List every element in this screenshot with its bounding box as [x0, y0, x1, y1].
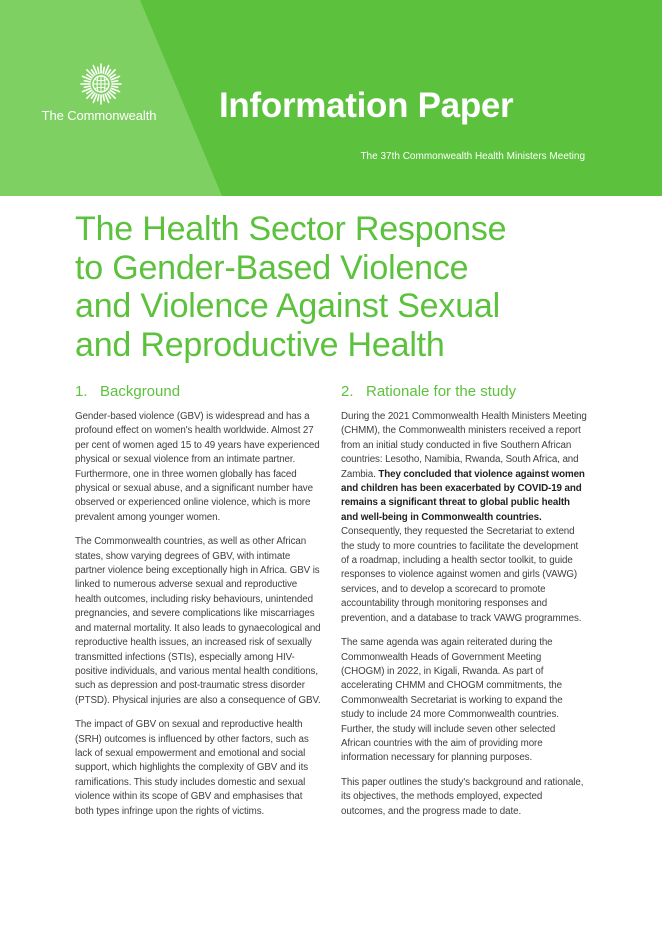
logo-ray [112, 86, 118, 87]
section-number: 1. [75, 383, 88, 400]
logo-ray [103, 67, 104, 73]
logo-ray [98, 95, 99, 101]
paragraph-text: During the 2021 Commonwealth Health Ministers Meeting (CHMM), the Commonwealth ministers received a report from an initial study conducted in five Southern African countries: Lesotho, Namibia, Rwanda, South Africa, and Zambia. [341, 411, 587, 480]
title-line: The Health Sector Response [75, 210, 507, 248]
commonwealth-globe-icon [79, 62, 123, 106]
section-rationale [341, 383, 587, 829]
paragraph: The same agenda was again reiterated during the Commonwealth Heads of Government Meeting (CHOGM) in 2022, in Kigali, Rwanda. As part of accelerating CHMM and CHOGM commitments, the Commonwealth Secretariat is working to expand the study to include 24 more Commonwealth countries. Further, the study will include seven other selected African countries with the aim of providing more information necessary for planning purposes. [341, 637, 563, 764]
paragraph [341, 410, 587, 626]
logo-ray [98, 67, 99, 73]
paragraph: The Commonwealth countries, as well as other African states, show varying degrees of GBV, with intimate partner violence being exceptionally high in Africa. GBV is linked to numerous adverse sexual and reproductive health outcomes, including risky behaviours, unintended pregnancies, and severe complications like miscarriages and maternal mortality. It also leads to gynaecological and reproductive health issues, an increased risk of sexually transmitted infections (STIs), especially among HIV-positive individuals, and various mental health conditions, such as depression and post-traumatic stress disorder (PTSD). Physical injuries are also a consequence of GBV. [75, 536, 321, 706]
meeting-name: The 37th Commonwealth Health Ministers Meeting [360, 151, 585, 162]
logo-ray [84, 81, 90, 82]
paragraph-emphasis: They concluded that violence against women and children has been exacerbated by COVID-19 and remains a significant threat to global public health and well-being in Commonwealth countries. [341, 468, 585, 523]
logo-ray [84, 86, 90, 87]
page-title [75, 210, 595, 364]
logo-text: The Commonwealth [41, 108, 157, 123]
paragraph: The impact of GBV on sexual and reproductive health (SRH) outcomes is influenced by other factors, such as lack of sexual empowerment and emotional and social support, which highlights the complexity of GBV and its ramifications. This study includes domestic and sexual violence within its scope of GBV and emphasises that both types infringe upon the rights of victims. [75, 719, 309, 817]
section-title: Rationale for the study [366, 383, 517, 400]
section-number: 2. [341, 383, 354, 400]
title-line: and Violence Against Sexual [75, 287, 500, 325]
logo-ray [112, 81, 118, 82]
logo-ray [103, 95, 104, 101]
paragraph-text: Consequently, they requested the Secretariat to extend the study to more countries to facilitate the development of a roadmap, including a health sector toolkit, to guide responses to violence against women and girls (VAWG) services, and to develop a scorecard to promote accountability through monitoring responses and prevention, and a database to track VAWG programmes. [341, 526, 582, 624]
section-background [75, 383, 321, 829]
header-banner [0, 0, 662, 196]
section-heading [75, 383, 321, 401]
commonwealth-logo [38, 62, 160, 123]
section-heading [341, 383, 587, 401]
title-line: to Gender-Based Violence [75, 248, 469, 287]
paragraph: Gender-based violence (GBV) is widespread and has a profound effect on women's health worldwide. Almost 27 per cent of women aged 15 to 49 years have experienced physical or sexual violence from an intimate partner. Furthermore, one in three women globally has faced physical or sexual abuse, and a significant number have observed or experienced online violence, which is more prevalent among younger women. [75, 411, 320, 523]
section-title: Background [100, 383, 181, 400]
title-line: and Reproductive Health [75, 325, 445, 364]
paragraph: This paper outlines the study's background and rationale, its objectives, the methods employed, expected outcomes, and the progress made to date. [341, 776, 584, 817]
document-type-title: Information Paper [219, 86, 514, 125]
